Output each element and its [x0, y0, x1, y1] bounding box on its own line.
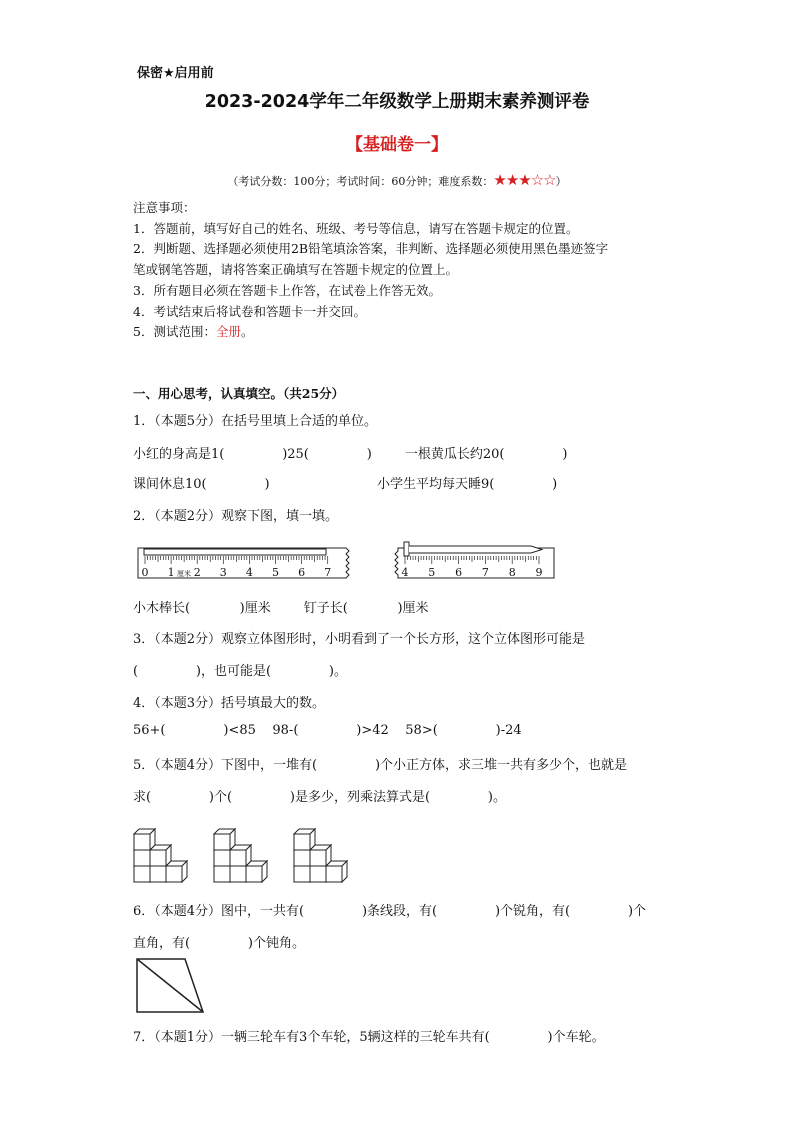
- page-title: 2023-2024学年二年级数学上册期末素养测评卷: [204, 92, 590, 112]
- wooden-stick: [144, 549, 326, 555]
- cube-face: [246, 866, 262, 882]
- ruler-1: [138, 548, 349, 579]
- notes-item: 4．考试结束后将试卷和答题卡一并交回。: [133, 303, 366, 319]
- scope-value: 全册: [215, 324, 241, 340]
- difficulty-stars-icon: [493, 171, 555, 189]
- question-6-line2: 直角，有( )个钝角。: [133, 936, 305, 951]
- ruler-2: [395, 542, 554, 579]
- notes-heading: 注意事项：: [133, 200, 196, 215]
- rulers-figure: [136, 540, 556, 586]
- notes-scope: [133, 322, 673, 343]
- trapezoid-figure: [135, 957, 207, 1015]
- ruler-label: 3: [219, 566, 227, 579]
- question-7-stem: 7．（本题1分）一辆三轮车有3个车轮，5辆这样的三轮车共有( )个车轮。: [133, 1030, 605, 1045]
- cube-face: [134, 850, 150, 866]
- ruler-label: 4: [245, 566, 253, 579]
- question-5-stem: 5．（本题4分）下图中，一堆有( )个小正方体，求三堆一共有多少个，也就是: [133, 758, 628, 773]
- question-3-line2: ( )，也可能是( )。: [133, 664, 347, 679]
- cube-stack: [134, 829, 187, 882]
- cube-face: [166, 866, 182, 882]
- confidential-label: 保密★启用前: [137, 66, 214, 81]
- cube-face: [326, 866, 342, 882]
- notes-item: 2．判断题、选择题必须使用2B铅笔填涂答案，非判断、选择题必须使用黑色墨迹签字: [133, 241, 609, 257]
- ruler-label: 1: [167, 566, 175, 579]
- cube-face: [134, 834, 150, 850]
- question-3-stem: 3．（本题2分）观察立体图形时，小明看到了一个长方形，这个立体图形可能是: [133, 632, 586, 647]
- question-1-line1: 小红的身高是1( )25( ) 一根黄瓜长约20( ): [133, 447, 568, 462]
- cube-face: [214, 850, 230, 866]
- cube-stacks-figure: [134, 818, 364, 886]
- diagonal-line: [137, 959, 203, 1012]
- ruler-label: 7: [324, 566, 332, 579]
- ruler-label: 5: [272, 566, 279, 579]
- page-subtitle: 【基础卷一】: [346, 135, 448, 155]
- ruler-label: 7: [481, 566, 489, 579]
- ruler-label: 9: [535, 566, 543, 579]
- question-1-line2: 课间休息10( ) 小学生平均每天睡9( ): [133, 477, 558, 492]
- filled-stars: ★★★: [493, 171, 531, 189]
- cube-face: [310, 850, 326, 866]
- ruler-label: 2: [193, 566, 201, 579]
- empty-stars: ☆☆: [530, 171, 556, 189]
- question-1-stem: 1．（本题5分）在括号里填上合适的单位。: [133, 414, 378, 429]
- question-6-stem: 6．（本题4分）图中，一共有( )条线段，有( )个锐角，有( )个: [133, 904, 647, 919]
- scope-end: 。: [240, 324, 254, 340]
- cube-face: [310, 866, 326, 882]
- cube-face: [150, 866, 166, 882]
- question-5-line2: 求( )个( )是多少，列乘法算式是( )。: [133, 790, 506, 805]
- ruler-label: 6: [298, 566, 306, 579]
- cube-face: [150, 850, 166, 866]
- exam-meta: [0, 171, 794, 189]
- cube-stack: [214, 829, 267, 882]
- cube-face: [294, 834, 310, 850]
- cube-face: [214, 866, 230, 882]
- notes-item: 笔或钢笔答题，请将答案正确填写在答题卡规定的位置上。: [133, 262, 459, 278]
- cube-face: [230, 850, 246, 866]
- cube-face: [134, 866, 150, 882]
- ruler-label: 0: [141, 566, 149, 579]
- notes-item: 1．答题前，填写好自己的姓名、班级、考号等信息，请写在答题卡规定的位置。: [133, 220, 579, 236]
- section-title: 一、用心思考，认真填空。（共25分）: [133, 386, 345, 401]
- cube-face: [230, 866, 246, 882]
- cube-face: [294, 850, 310, 866]
- exam-meta-close: ）: [555, 175, 567, 188]
- ruler-label: 6: [455, 566, 463, 579]
- notes-block: [133, 198, 673, 343]
- question-2-answer: 小木棒长( )厘米 钉子长( )厘米: [133, 601, 429, 616]
- cube-face: [214, 834, 230, 850]
- ruler-unit-label: 厘米: [177, 570, 191, 578]
- question-4-line: 56+( )<85 98-( )>42 58>( )-24: [133, 723, 522, 738]
- notes-item: 3．所有题目必须在答题卡上作答，在试卷上作答无效。: [133, 282, 441, 298]
- question-2-stem: 2．（本题2分）观察下图，填一填。: [133, 509, 339, 524]
- scope-label: 5．测试范围：: [133, 324, 216, 340]
- exam-meta-text: （考试分数：100分；考试时间：60分钟；难度系数：: [227, 175, 494, 188]
- ruler-label: 8: [508, 566, 516, 579]
- ruler-label: 4: [401, 566, 409, 579]
- cube-face: [294, 866, 310, 882]
- question-4-stem: 4．（本题3分）括号填最大的数。: [133, 696, 326, 711]
- ruler-label: 5: [428, 566, 436, 579]
- cube-stack: [294, 829, 347, 882]
